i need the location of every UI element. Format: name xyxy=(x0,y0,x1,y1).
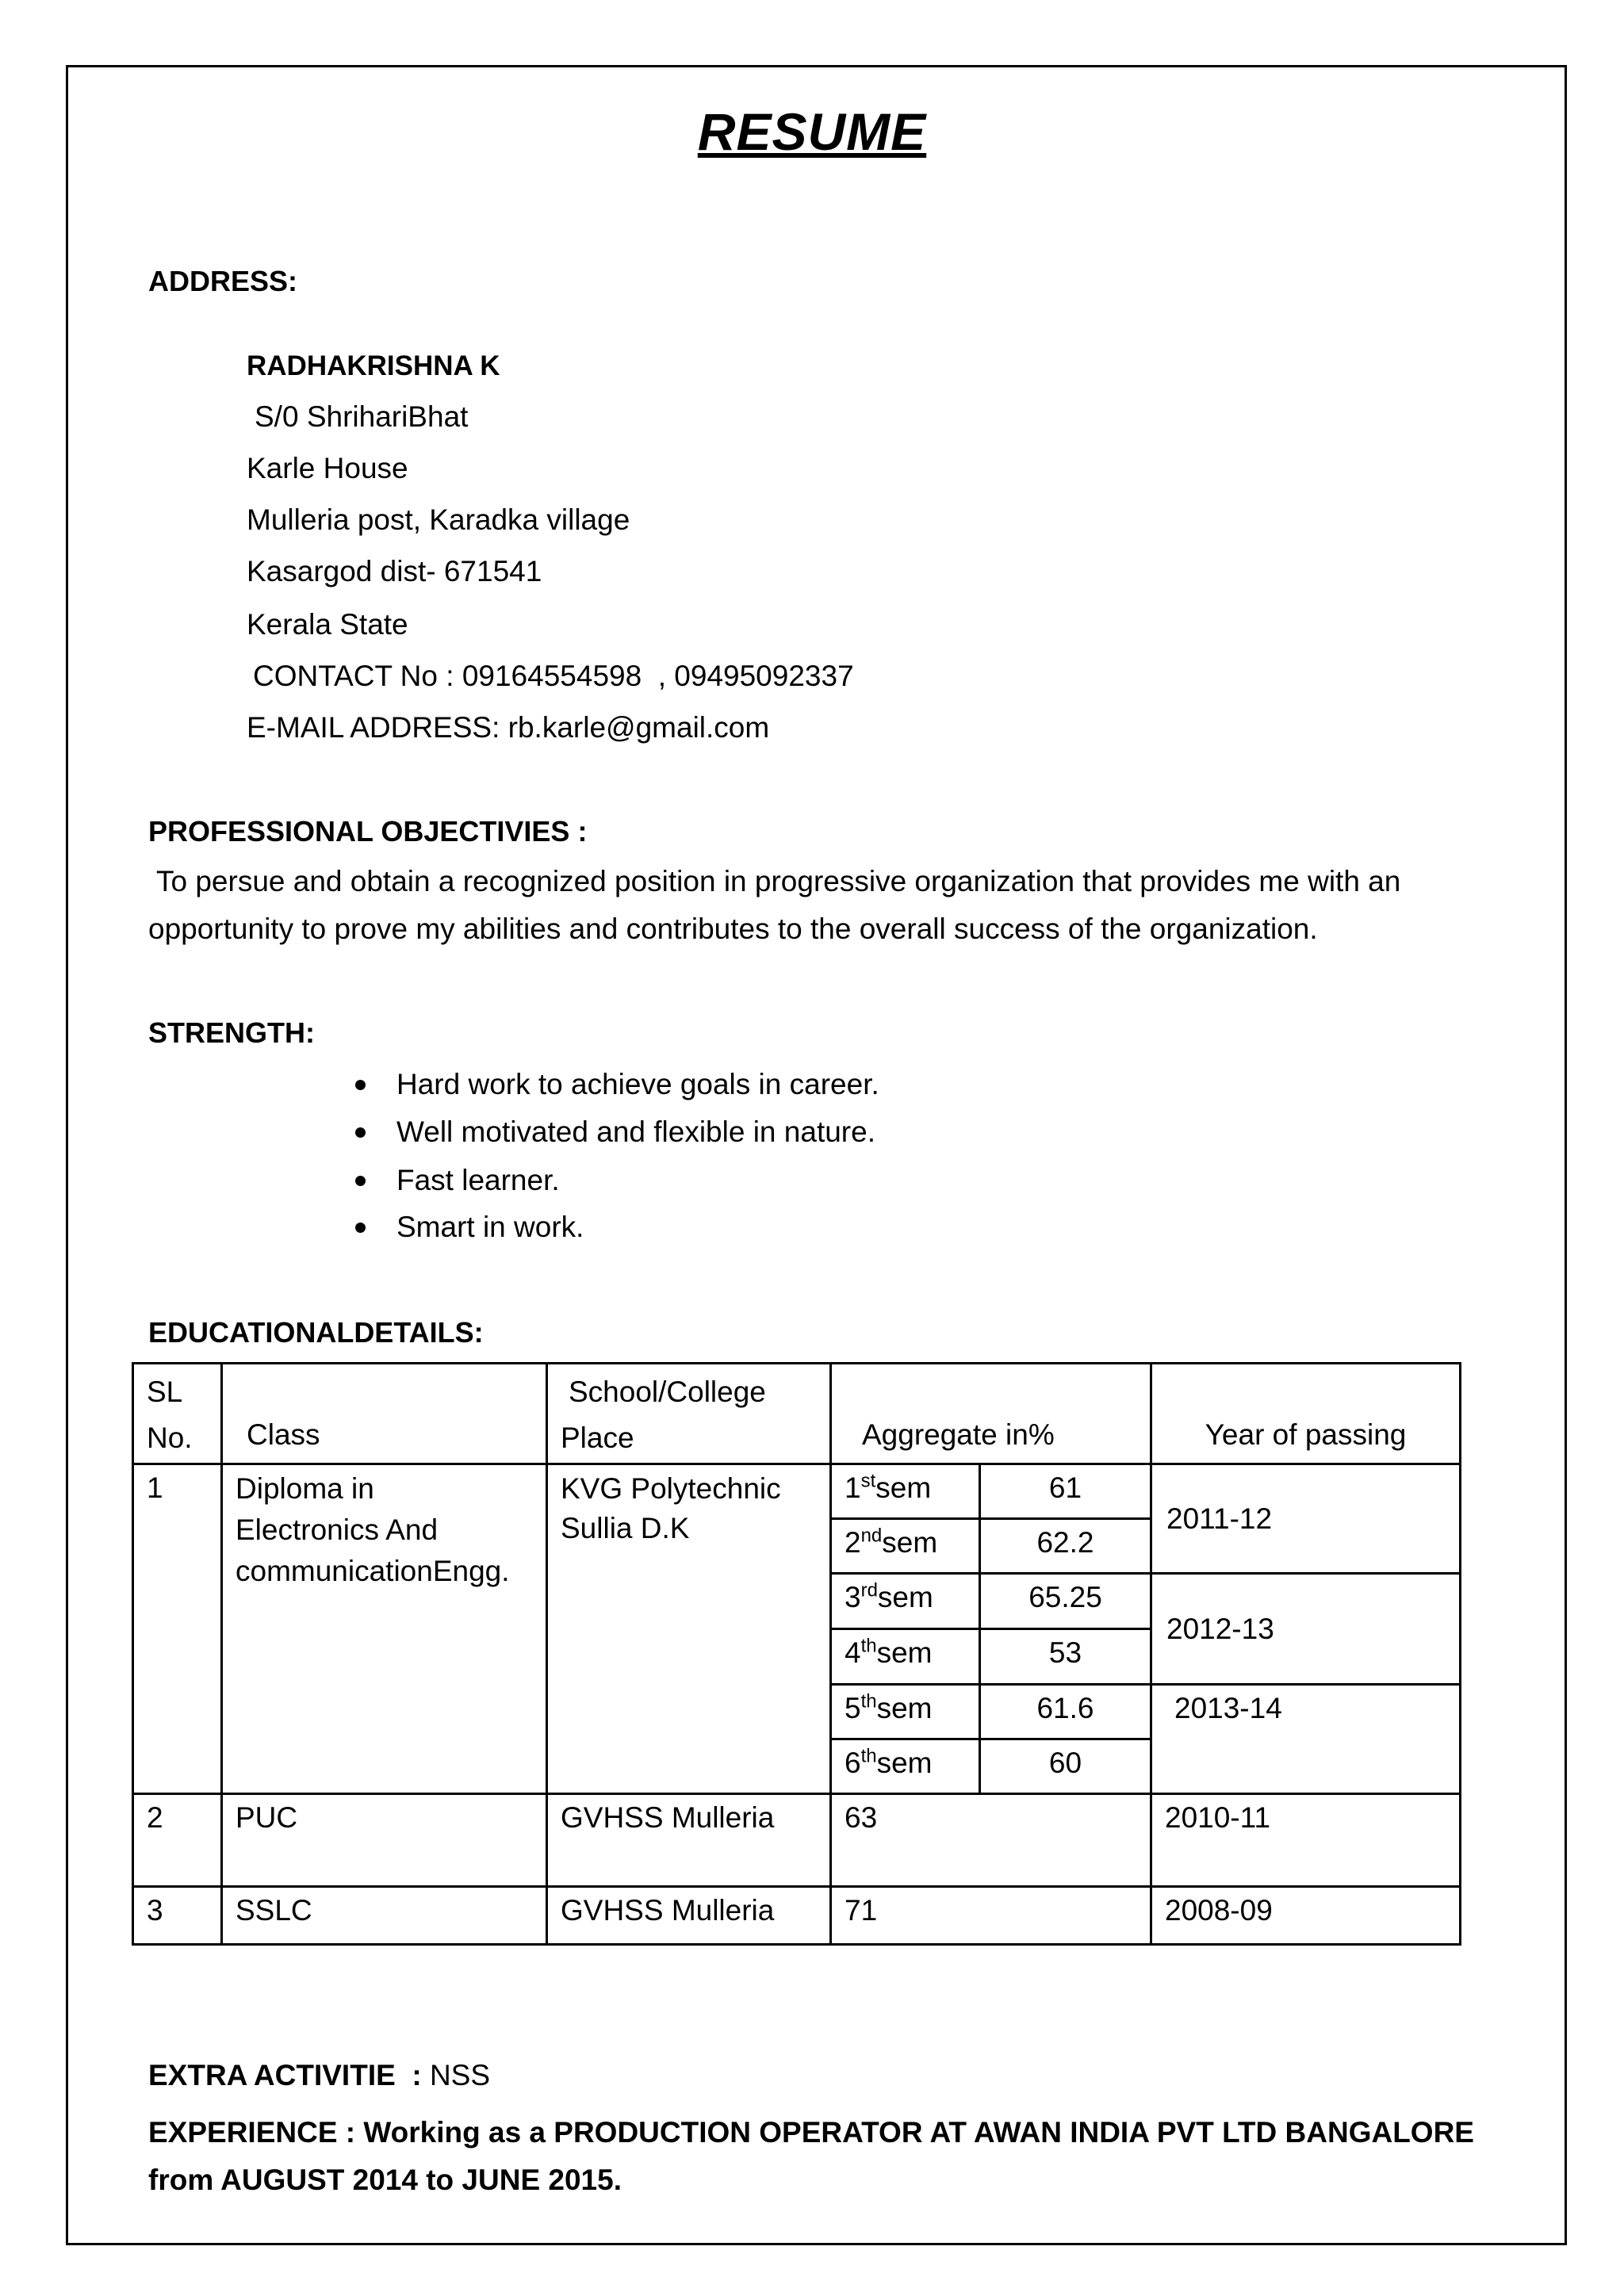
extra-activity-value: NSS xyxy=(429,2059,491,2091)
cell-sem-value: 61 xyxy=(980,1464,1151,1519)
cell-class: SSLC xyxy=(222,1887,547,1945)
cell-sem-value: 65.25 xyxy=(980,1574,1151,1629)
cell-school: KVG Polytechnic Sullia D.K xyxy=(547,1464,831,1794)
cell-year: 2011-12 xyxy=(1151,1464,1461,1574)
strength-heading: STRENGTH: xyxy=(148,1016,315,1049)
education-heading: EDUCATIONALDETAILS: xyxy=(148,1316,484,1349)
bullet-icon xyxy=(355,1127,366,1138)
cell-sem: 3rdsem xyxy=(831,1574,980,1629)
cell-year: 2010-11 xyxy=(1151,1794,1461,1887)
header-year: Year of passing xyxy=(1151,1364,1461,1464)
cell-sem-value: 61.6 xyxy=(980,1685,1151,1739)
header-aggregate: Aggregate in% xyxy=(831,1364,1151,1464)
cell-class: PUC xyxy=(222,1794,547,1887)
address-line: Kerala State xyxy=(247,608,408,641)
cell-sem: 4thsem xyxy=(831,1629,980,1685)
objective-text: To persue and obtain a recognized position in progressive organization that provides me with an opportunity to prove my abilities and contributes to the overall success of the organization. xyxy=(148,865,1401,945)
cell-year: 2008-09 xyxy=(1151,1887,1461,1945)
strength-item: Hard work to achieve goals in career. xyxy=(396,1068,879,1101)
experience-text: EXPERIENCE : Working as a PRODUCTION OPERATOR AT AWAN INDIA PVT LTD BANGALORE from AUGUST 2014 to JUNE 2015. xyxy=(148,2116,1474,2196)
cell-aggregate: 71 xyxy=(831,1887,1151,1945)
strength-item: Fast learner. xyxy=(396,1164,560,1197)
cell-sem-value: 62.2 xyxy=(980,1519,1151,1574)
cell-sem: 5thsem xyxy=(831,1685,980,1739)
cell-sem-value: 60 xyxy=(980,1739,1151,1794)
address-line: Mulleria post, Karadka village xyxy=(247,503,630,536)
address-heading: ADDRESS: xyxy=(148,265,298,297)
education-table xyxy=(132,1362,1461,1946)
contact-number: CONTACT No : 09164554598 , 09495092337 xyxy=(253,660,854,692)
table-row xyxy=(133,1794,1461,1887)
bullet-icon xyxy=(355,1223,366,1233)
strength-item: Smart in work. xyxy=(396,1211,584,1244)
cell-sl: 3 xyxy=(133,1887,222,1945)
table-header-row xyxy=(133,1364,1461,1464)
cell-year: 2013-14 xyxy=(1151,1685,1461,1794)
resume-title: RESUME xyxy=(697,102,927,161)
bullet-icon xyxy=(355,1176,366,1186)
address-line: Karle House xyxy=(247,452,408,484)
cell-class: Diploma in Electronics And communicationEngg. xyxy=(222,1464,547,1794)
cell-sl: 2 xyxy=(133,1794,222,1887)
table-row xyxy=(133,1887,1461,1945)
cell-school: GVHSS Mulleria xyxy=(547,1887,831,1945)
email-address: E-MAIL ADDRESS: rb.karle@gmail.com xyxy=(247,711,770,744)
objective-heading: PROFESSIONAL OBJECTIVIES : xyxy=(148,815,588,848)
cell-sem: 6thsem xyxy=(831,1739,980,1794)
bullet-icon xyxy=(355,1080,366,1090)
cell-sl: 1 xyxy=(133,1464,222,1794)
extra-activity xyxy=(148,2059,490,2092)
candidate-name: RADHAKRISHNA K xyxy=(247,350,500,381)
cell-aggregate: 63 xyxy=(831,1794,1151,1887)
extra-activity-label: EXTRA ACTIVITIE : xyxy=(148,2059,422,2091)
cell-year: 2012-13 xyxy=(1151,1574,1461,1685)
address-line: S/0 ShrihariBhat xyxy=(255,400,469,433)
cell-sem: 1stsem xyxy=(831,1464,980,1519)
header-sl: SL No. xyxy=(133,1364,222,1464)
cell-school: GVHSS Mulleria xyxy=(547,1794,831,1887)
table-row xyxy=(133,1464,1461,1519)
header-class: Class xyxy=(222,1364,547,1464)
header-school: School/College Place xyxy=(547,1364,831,1464)
cell-sem-value: 53 xyxy=(980,1629,1151,1685)
strength-item: Well motivated and flexible in nature. xyxy=(396,1115,875,1149)
cell-sem: 2ndsem xyxy=(831,1519,980,1574)
address-line: Kasargod dist- 671541 xyxy=(247,555,542,587)
